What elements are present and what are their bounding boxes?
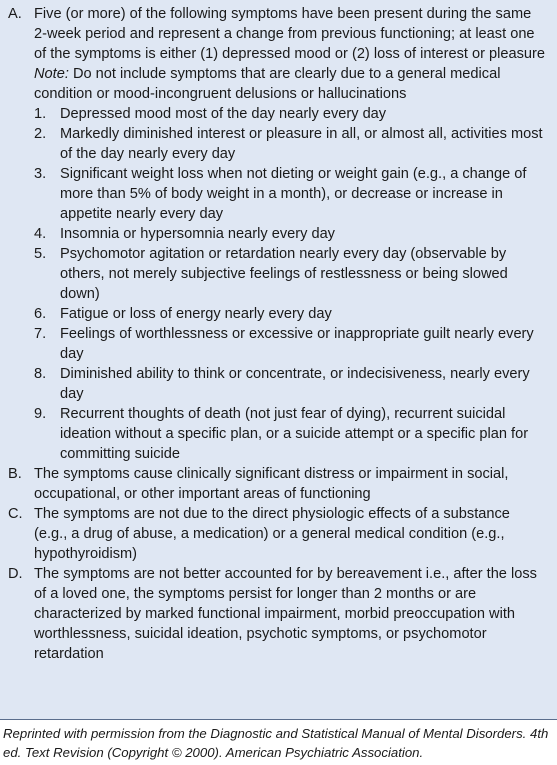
criterion-label: B. [8, 466, 22, 482]
list-item [34, 224, 547, 244]
item-number: 9. [34, 406, 47, 422]
criterion-c [8, 504, 547, 564]
item-text: Recurrent thoughts of death (not just fear of dying), recurrent suicidal ideation without a specific plan, or a suicide attempt or a specific plan for committing suicide [60, 406, 529, 462]
item-text: Diminished ability to think or concentrate, or indecisiveness, nearly every day [60, 366, 530, 402]
criterion-note [34, 64, 547, 104]
item-text: Significant weight loss when not dieting or weight gain (e.g., a change of more than 5% of body weight in a month), or decrease or increase in appetite nearly every day [60, 166, 527, 222]
list-item [34, 104, 547, 124]
list-item [34, 244, 547, 304]
note-label: Note: [34, 66, 69, 82]
item-text: Markedly diminished interest or pleasure in all, or almost all, activities most of the day nearly every day [60, 126, 543, 162]
item-text: Psychomotor agitation or retardation nearly every day (observable by others, not merely subjective feelings of restlessness or being slowed down) [60, 246, 508, 302]
note-text: Do not include symptoms that are clearly due to a general medical condition or mood-incongruent delusions or hallucinations [34, 66, 501, 102]
item-number: 6. [34, 306, 47, 322]
criterion-d [8, 564, 547, 664]
item-text: Depressed mood most of the day nearly every day [60, 106, 387, 122]
item-number: 1. [34, 106, 47, 122]
symptom-list [34, 104, 547, 464]
item-number: 3. [34, 166, 47, 182]
list-item [34, 364, 547, 404]
footnote: Reprinted with permission from the Diagnostic and Statistical Manual of Mental Disorders. 4th ed. Text Revision (Copyright © 2000). American Psychiatric Association. [0, 719, 557, 765]
criterion-text: The symptoms are not due to the direct physiologic effects of a substance (e.g., a drug of abuse, a medication) or a general medical condition (e.g., hypothyroidism) [34, 506, 510, 562]
criterion-label: D. [8, 566, 23, 582]
criterion-label: A. [8, 6, 22, 22]
criterion-text: The symptoms are not better accounted for by bereavement i.e., after the loss of a loved one, the symptoms persist for longer than 2 months or are characterized by marked functional impairment, morbid preoccupation with worthlessness, suicidal ideation, psychotic symptoms, or psychomotor retardation [34, 566, 537, 662]
list-item [34, 404, 547, 464]
item-text: Fatigue or loss of energy nearly every day [60, 306, 332, 322]
item-number: 5. [34, 246, 47, 262]
criterion-label: C. [8, 506, 23, 522]
criterion-b [8, 464, 547, 504]
criterion-text: The symptoms cause clinically significant distress or impairment in social, occupational, or other important areas of functioning [34, 466, 509, 502]
criterion-a [8, 4, 547, 464]
item-text: Feelings of worthlessness or excessive or inappropriate guilt nearly every day [60, 326, 534, 362]
item-text: Insomnia or hypersomnia nearly every day [60, 226, 335, 242]
list-item [34, 304, 547, 324]
list-item [34, 124, 547, 164]
list-item [34, 324, 547, 364]
list-item [34, 164, 547, 224]
item-number: 8. [34, 366, 47, 382]
item-number: 7. [34, 326, 47, 342]
item-number: 2. [34, 126, 47, 142]
item-number: 4. [34, 226, 47, 242]
criterion-text: Five (or more) of the following symptoms have been present during the same 2-week period and represent a change from previous functioning; at least one of the symptoms is either (1) depressed mood or (2) loss of interest or pleasure [34, 6, 546, 62]
